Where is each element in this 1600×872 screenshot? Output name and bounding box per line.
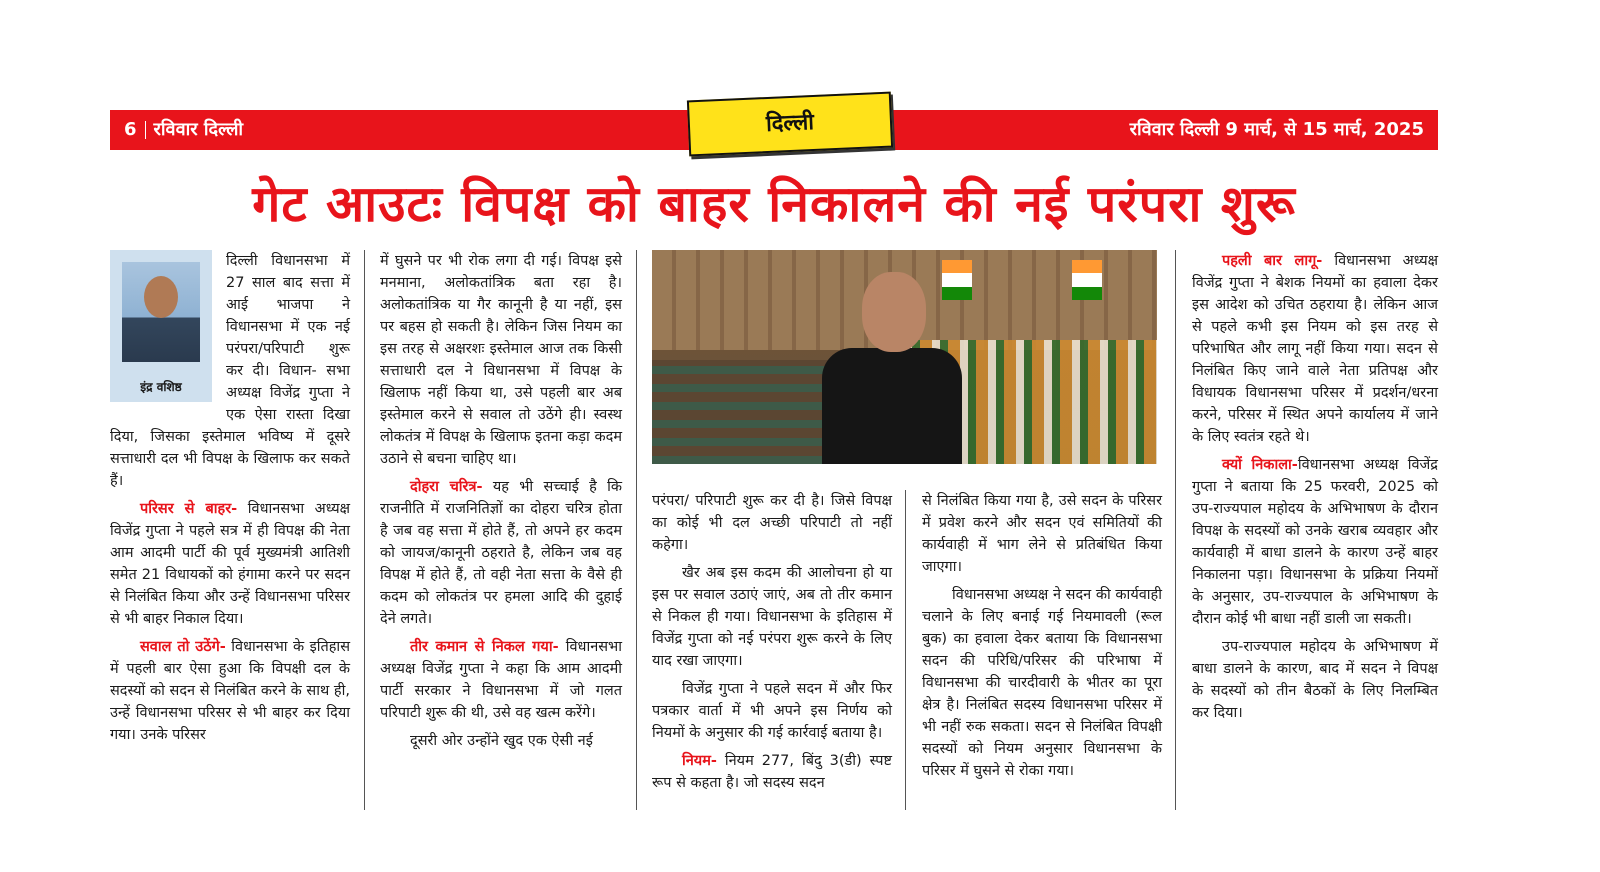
paragraph: विधानसभा अध्यक्ष ने सदन की कार्यवाही चलाने के लिए बनाई गई नियमावली (रूल बुक) का हवाला देकर बताया कि विधानसभा सदन की परिधि/परिसर की परिभाषा में विधानसभा की चारदीवारी के भीतर का पूरा क्षेत्र है। निलंबित सदस्य विधानसभा परिसर में भी नहीं रुक सकता। सदन से निलंबित विपक्षी सदस्यों को नियम अनुसार विधानसभा के परिसर में घुसने से रोका गया। bbox=[922, 587, 1162, 779]
paragraph: परंपरा/ परिपाटी शुरू कर दी है। जिसे विपक्ष का कोई भी दल अच्छी परिपाटी तो नहीं कहेगा। bbox=[652, 493, 892, 553]
paragraph-text: यह भी सच्चाई है कि राजनीति में राजनितिज्ञों का दोहरा चरित्र होता है जब वह सत्ता में होते हैं, तो अपने हर कदम को जायज/कानूनी ठहराते है, लेकिन जब वह विपक्ष में होते हैं, तो वही नेता सत्ता के वैसे ही कदम को लोकतंत्र पर हमला आदि की दुहाई देने लगते। bbox=[380, 479, 623, 627]
paragraph-text: विधानसभा के इतिहास में पहली बार ऐसा हुआ कि विपक्षी दल के सदस्यों को सदन से निलंबित करने के साथ ही, उन्हें विधानसभा परिसर से भी बाहर कर दिया गया। उनके परिसर bbox=[110, 639, 350, 743]
paragraph: में घुसने पर भी रोक लगा दी गई। विपक्ष इसे मनमाना, अलोकतांत्रिक बता रहा है। अलोकतांत्रिक या गैर कानूनी है या नहीं, इस पर बहस हो सकती है। लेकिन जिस नियम का इस तरह से अक्षरशः इस्तेमाल आज तक किसी सत्ताधारी दल ने विधानसभा में विपक्ष के खिलाफ नहीं किया था, उसे पहली बार अब इस्तेमाल करने से सवाल तो उठेंगे ही। स्वस्थ लोकतंत्र में विपक्ष के खिलाफ इतना कड़ा कदम उठाने से बचना चाहिए था। bbox=[380, 253, 622, 467]
subhead: तीर कमान से निकल गया- bbox=[410, 639, 559, 655]
headline: गेट आउटः विपक्ष को बाहर निकालने की नई परंपरा शुरू bbox=[252, 175, 1296, 233]
person-figure bbox=[812, 272, 972, 464]
paragraph-text: विधानसभा अध्यक्ष विजेंद्र गुप्ता ने बताया कि 25 फरवरी, 2025 को उप-राज्यपाल महोदय के अभिभाषण के दौरान विपक्ष के सदस्यों को उनके खराब व्यवहार और कार्यवाही में बाधा डालने के कारण उन्हें बाहर निकालना पड़ा। विधानसभा के प्रक्रिया नियमों के अनुसार, उप-राज्यपाल के अभिभाषण के दौरान कोई भी बाधा नहीं डाली जा सकती। bbox=[1192, 457, 1438, 627]
subhead: नियम- bbox=[682, 753, 717, 769]
paragraph: दूसरी ओर उन्होंने खुद एक ऐसी नई bbox=[410, 733, 593, 749]
paragraph bbox=[1192, 454, 1438, 630]
subhead: दोहरा चरित्र- bbox=[410, 479, 483, 495]
article-column-4 bbox=[922, 490, 1162, 788]
column-divider bbox=[1175, 250, 1176, 810]
header-divider bbox=[145, 121, 146, 139]
subhead: परिसर से बाहर- bbox=[140, 501, 238, 517]
paragraph: खैर अब इस कदम की आलोचना हो या इस पर सवाल उठाएं जाएं, अब तो तीर कमान से निकल ही गया। विधानसभा के इतिहास में विजेंद्र गुप्ता को नई परंपरा शुरू करने के लिए याद रखा जाएगा। bbox=[652, 565, 892, 669]
paragraph bbox=[652, 750, 892, 794]
paragraph-text: विधानसभा अध्यक्ष विजेंद्र गुप्ता ने पहले सत्र में ही विपक्ष की नेता आम आदमी पार्टी की पूर्व मुख्यमंत्री आतिशी समेत 21 विधायकों को हंगामा करने पर सदन से निलंबित किया और उन्हें विधानसभा परिसर से भी बाहर निकाल दिया। bbox=[110, 501, 351, 627]
paragraph: उप-राज्यपाल महोदय के अभिभाषण में बाधा डालने के कारण, बाद में सदन ने विपक्ष के सदस्यों को तीन बैठकों के लिए निलम्बित कर दिया। bbox=[1192, 639, 1438, 721]
article-column-5 bbox=[1192, 250, 1438, 730]
paragraph-text: विधानसभा अध्यक्ष विजेंद्र गुप्ता ने बेशक नियमों का हवाला देकर इस आदेश को उचित ठहराया है। लेकिन आज से पहले कभी इस नियम को इस तरह से परिभाषित और लागू नहीं किया गया। सदन से निलंबित किए जाने वाले नेता प्रतिपक्ष और विधायक विधानसभा परिसर में प्रदर्शन/धरना करने, परिसर में स्थित अपने कार्यालय में जाने के लिए स्वतंत्र रहते थे। bbox=[1192, 253, 1438, 445]
section-tag: दिल्ली bbox=[687, 92, 893, 157]
paragraph-text: विधानसभा अध्यक्ष विजेंद्र गुप्ता ने कहा कि आम आदमी पार्टी सरकार ने विधानसभा में जो गलत परिपाटी शुरू की थी, उसे वह खत्म करेंगे। bbox=[380, 639, 622, 721]
header-date: रविवार दिल्ली 9 मार्च, से 15 मार्च, 2025 bbox=[1129, 119, 1424, 140]
paragraph: विजेंद्र गुप्ता ने पहले सदन में और फिर पत्रकार वार्ता में भी अपने इस निर्णय को नियमों के अनुसार की गई कार्रवाई बताया है। bbox=[652, 681, 892, 741]
article-column-3 bbox=[652, 490, 892, 800]
subhead: पहली बार लागू- bbox=[1222, 253, 1323, 269]
paragraph bbox=[380, 636, 622, 724]
intro-paragraph: दिल्ली विधानसभा में 27 साल बाद सत्ता में आई भाजपा ने विधानसभा में एक नई परंपरा/परिपाटी शुरू कर दी। विधान- सभा अध्यक्ष विजेंद्र गुप्ता ने एक ऐसा रास्ता दिखा दिया, जिसका इस्तेमाल भविष्य में दूसरे सत्ताधारी दल भी विपक्ष के खिलाफ कर सकते हैं। bbox=[110, 253, 350, 489]
subhead: सवाल तो उठेंगे- bbox=[140, 639, 226, 655]
author-photo bbox=[122, 262, 200, 362]
article-column-1 bbox=[110, 250, 350, 752]
column-divider bbox=[636, 250, 637, 810]
paragraph: से निलंबित किया गया है, उसे सदन के परिसर में प्रवेश करने और सदन एवं समितियों की कार्यवाही में भाग लेने से प्रतिबंधित किया जाएगा। bbox=[922, 493, 1162, 575]
paragraph-text: नियम 277, बिंदु 3(डी) स्पष्ट रूप से कहता है। जो सदस्य सदन bbox=[652, 753, 892, 791]
paragraph bbox=[110, 498, 350, 630]
column-divider bbox=[364, 250, 365, 810]
header-left-title: रविवार दिल्ली bbox=[153, 119, 244, 140]
author-name: इंद्र वशिष्ठ bbox=[140, 380, 182, 394]
article-column-2 bbox=[380, 250, 622, 758]
paragraph bbox=[110, 636, 350, 746]
subhead: क्यों निकाला- bbox=[1222, 457, 1298, 473]
paragraph bbox=[380, 476, 622, 630]
column-divider bbox=[905, 490, 906, 810]
paragraph bbox=[1192, 250, 1438, 448]
page-number: 6 bbox=[124, 119, 137, 140]
article-photo bbox=[652, 250, 1157, 464]
header-left bbox=[124, 117, 243, 141]
author-box bbox=[110, 250, 212, 402]
flag-icon bbox=[1072, 260, 1102, 300]
